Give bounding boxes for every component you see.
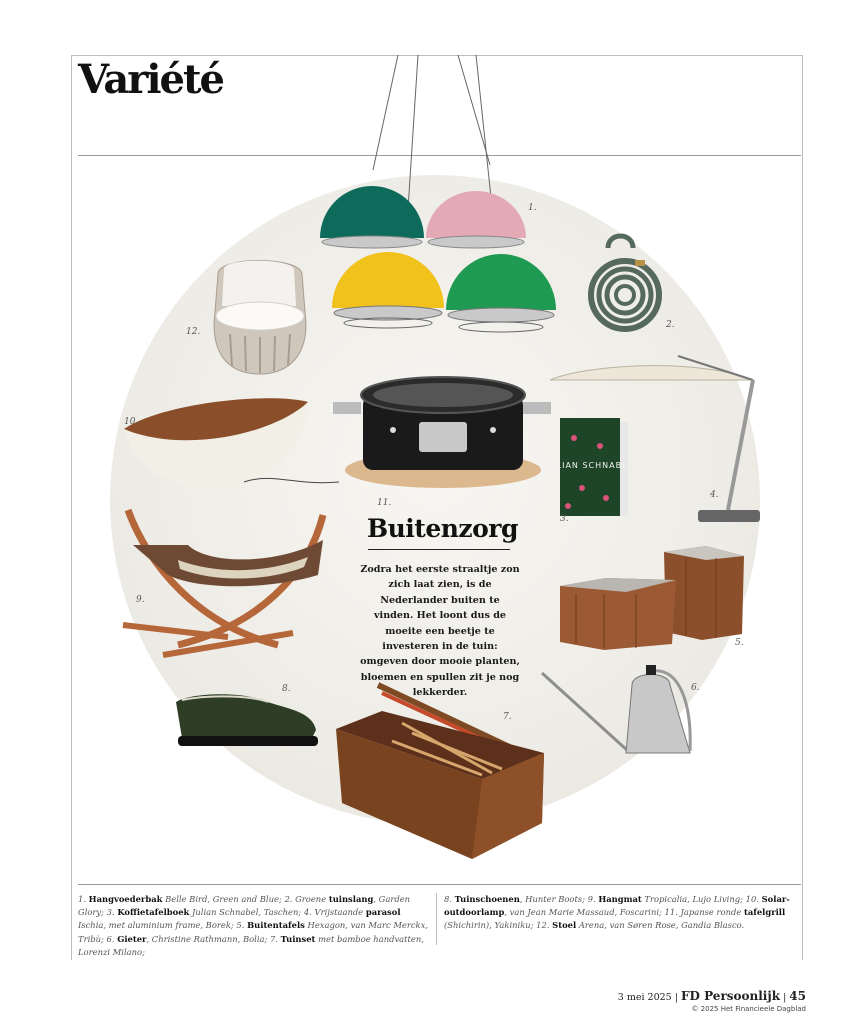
footer-separator: | (674, 992, 678, 1003)
item-number-7: 7. (503, 712, 512, 722)
caption-8: 8. Tuinschoenen, Hunter Boots; (444, 894, 585, 904)
garden-hose-icon (583, 230, 667, 335)
toolbox-icon (332, 683, 548, 863)
item-number-11: 11. (377, 498, 392, 508)
article-title: Buitenzorg (367, 514, 518, 543)
item-number-5: 5. (735, 638, 744, 648)
item-number-4: 4. (710, 490, 719, 500)
footer-separator: | (783, 992, 787, 1003)
watering-can-icon (540, 665, 700, 761)
item-number-9: 9. (136, 595, 145, 605)
item-number-10: 10. (124, 417, 139, 427)
caption-column-right (444, 893, 796, 933)
section-title: Variété (78, 56, 223, 103)
item-number-12: 12. (186, 327, 201, 337)
item-number-6: 6. (691, 683, 700, 693)
caption-5: 5. Buitentafels Hexagon, van Marc Merckx, Tribù; (78, 920, 429, 944)
caption-rule (78, 884, 801, 885)
caption-divider (436, 893, 437, 945)
item-number-3: 3. (560, 514, 569, 524)
caption-1: 1. Hangvoederbak Belle Bird, Green and Blue; (78, 894, 282, 904)
caption-12: 12. Stoel Arena, van Søren Rose, Gandia Blasco. (536, 920, 745, 931)
page-footer (618, 989, 806, 1003)
coffee-table-book-icon (546, 418, 634, 518)
garden-shoe-icon (172, 690, 320, 750)
footer-date: 3 mei 2025 (617, 992, 672, 1003)
article-intro: Zodra het eerste straaltje zon zich laat zien, is de Nederlander buiten te vinden. Het loont dus de moeite een beetje te investeren in de tuin: omgeven door mooie planten, bloemen en spullen zit je nog lekkerder. (360, 564, 520, 699)
chair-icon (210, 254, 310, 376)
caption-11: 11. Japanse ronde tafelgrill (Shichirin), Yakiniku; (444, 907, 786, 931)
caption-column-left (78, 893, 428, 959)
caption-3: 3. Koffietafelboek Julian Schnabel, Taschen; (106, 907, 302, 918)
hammock-icon (118, 505, 336, 660)
caption-9: 9. Hangmat Tropicalia, Lujo Living; (587, 894, 743, 904)
article-title-underline (368, 549, 510, 550)
bird-feeder-icon (318, 55, 558, 345)
outdoor-lamp-icon (124, 394, 339, 494)
caption-2: 2. Groene tuinslang, Garden Glory; (78, 894, 411, 918)
item-number-1: 1. (528, 203, 537, 213)
item-number-8: 8. (282, 684, 291, 694)
side-tables-icon (556, 544, 746, 654)
caption-7: 7. Tuinset met bamboe handvatten, Lorenzi Milano; (78, 933, 424, 957)
copyright: © 2025 Het Financieele Dagblad (691, 1005, 806, 1013)
book-cover-text: JULIAN SCHNABEL (546, 461, 634, 470)
caption-4: 4. Vrijstaande parasol Ischia, met aluminium frame, Borek; (78, 907, 401, 931)
item-number-2: 2. (666, 320, 675, 330)
caption-6: 6. Gieter, Christine Rathmann, Bolia; (106, 933, 268, 944)
footer-section: FD Persoonlijk (681, 989, 781, 1003)
caption-10: 10. Solar-outdoorlamp, van Jean Marie Massaud, Foscarini; (444, 894, 790, 918)
tabletop-grill-icon (333, 370, 551, 492)
page-number: 45 (789, 989, 806, 1003)
